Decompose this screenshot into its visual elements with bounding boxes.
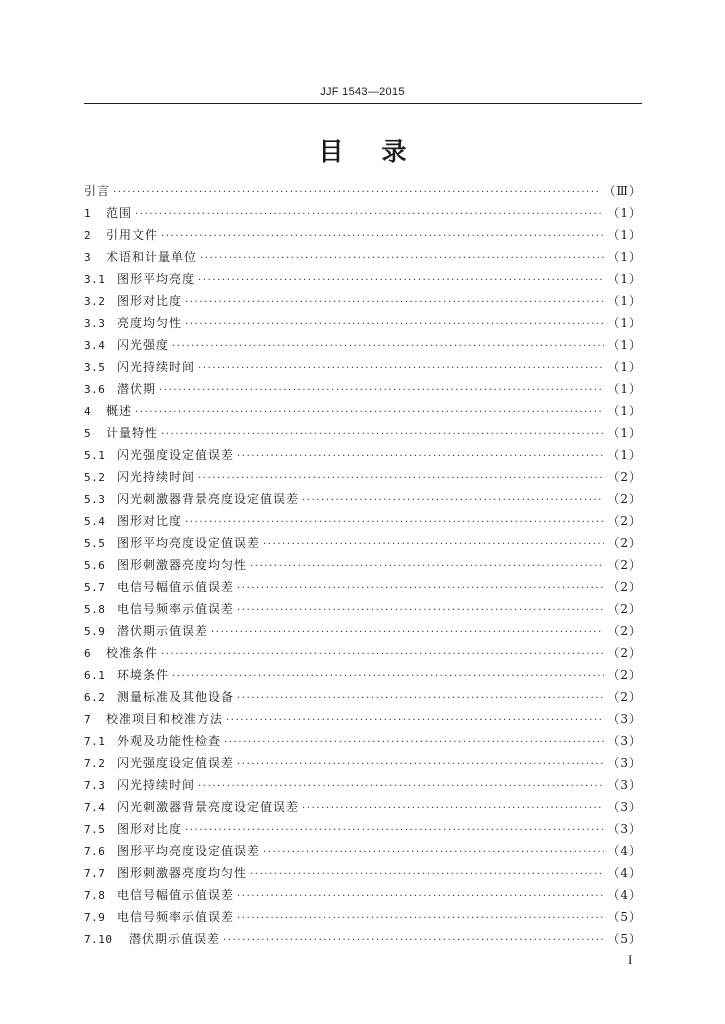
toc-entry-number: 7 <box>84 713 92 726</box>
toc-entry-number: 7.1 <box>84 735 106 748</box>
toc-dot-leader <box>161 644 604 666</box>
toc-entry-number: 4 <box>84 405 92 418</box>
toc-dot-leader <box>185 512 604 534</box>
toc-entry-title: 电信号幅值示值误差 <box>117 888 235 902</box>
toc-dot-leader <box>237 908 604 930</box>
toc-entry-title: 闪光持续时间 <box>117 470 196 484</box>
toc-dot-leader <box>198 468 604 490</box>
toc-entry-number: 7.3 <box>84 779 106 792</box>
toc-entry-page: （2） <box>607 470 642 484</box>
toc-dot-leader <box>211 622 604 644</box>
toc-entry-page: （1） <box>607 382 642 396</box>
toc-dot-leader <box>263 842 604 864</box>
toc-entry-title: 潜伏期 <box>117 382 157 396</box>
toc-entry-page: （3） <box>607 822 642 836</box>
toc-dot-leader <box>250 864 604 886</box>
toc-dot-leader <box>185 292 604 314</box>
toc-entry-title: 闪光刺激器背景亮度设定值误差 <box>117 800 300 814</box>
toc-entry[interactable] <box>84 202 642 224</box>
toc-entry-number: 5.4 <box>84 515 106 528</box>
toc-entry-page: （1） <box>607 448 642 462</box>
toc-entry[interactable] <box>84 906 642 928</box>
document-code-header: JJF 1543—2015 <box>320 86 405 98</box>
toc-entry-title: 计量特性 <box>106 426 159 440</box>
toc-entry-title: 图形对比度 <box>117 822 183 836</box>
toc-entry-number: 5.3 <box>84 493 106 506</box>
toc-entry-number: 3.2 <box>84 295 106 308</box>
toc-entry-title: 图形对比度 <box>117 294 183 308</box>
toc-entry-page: （1） <box>607 316 642 330</box>
toc-entry-number: 2 <box>84 229 92 242</box>
toc-entry-page: （1） <box>607 404 642 418</box>
header-rule <box>84 103 642 104</box>
toc-entry[interactable] <box>84 862 642 884</box>
toc-entry-number: 1 <box>84 207 92 220</box>
toc-entry[interactable] <box>84 708 642 730</box>
toc-entry[interactable] <box>84 312 642 334</box>
toc-entry[interactable] <box>84 686 642 708</box>
toc-entry-number: 5 <box>84 427 92 440</box>
toc-dot-leader <box>237 446 604 468</box>
toc-entry-title: 图形刺激器亮度均匀性 <box>117 866 248 880</box>
toc-entry[interactable] <box>84 356 642 378</box>
toc-entry-number: 5.7 <box>84 581 106 594</box>
toc-entry-title: 电信号频率示值误差 <box>117 910 235 924</box>
toc-dot-leader <box>135 402 604 424</box>
toc-entry-title: 电信号频率示值误差 <box>117 602 235 616</box>
toc-dot-leader <box>172 336 604 358</box>
toc-dot-leader <box>185 820 604 842</box>
toc-entry-title: 图形平均亮度设定值误差 <box>117 844 261 858</box>
table-of-contents <box>84 180 642 950</box>
toc-entry-page: （1） <box>607 272 642 286</box>
toc-dot-leader <box>224 732 604 754</box>
toc-entry[interactable] <box>84 422 642 444</box>
toc-entry-number: 7.9 <box>84 911 106 924</box>
toc-entry-number: 5.2 <box>84 471 106 484</box>
toc-entry-title: 图形平均亮度 <box>117 272 196 286</box>
toc-entry-page: （2） <box>607 536 642 550</box>
toc-entry[interactable] <box>84 576 642 598</box>
toc-dot-leader <box>185 314 604 336</box>
toc-entry-number: 3.4 <box>84 339 106 352</box>
toc-entry-page: （2） <box>607 514 642 528</box>
toc-dot-leader <box>302 798 604 820</box>
toc-entry-title: 图形对比度 <box>117 514 183 528</box>
toc-dot-leader <box>198 358 604 380</box>
toc-entry[interactable] <box>84 510 642 532</box>
toc-entry[interactable] <box>84 400 642 422</box>
toc-dot-leader <box>159 380 604 402</box>
toc-entry-page: （1） <box>607 250 642 264</box>
toc-entry-number: 7.2 <box>84 757 106 770</box>
toc-entry-number: 7.8 <box>84 889 106 902</box>
toc-entry-title: 图形平均亮度设定值误差 <box>117 536 261 550</box>
toc-entry[interactable] <box>84 598 642 620</box>
toc-entry-number: 3.5 <box>84 361 106 374</box>
toc-entry-number: 3.6 <box>84 383 106 396</box>
toc-entry-number: 5.5 <box>84 537 106 550</box>
toc-entry-page: （3） <box>607 756 642 770</box>
toc-entry-page: （2） <box>607 492 642 506</box>
toc-entry[interactable] <box>84 444 642 466</box>
toc-entry-title: 闪光持续时间 <box>117 778 196 792</box>
toc-entry-title: 引言 <box>84 184 111 198</box>
toc-entry[interactable] <box>84 840 642 862</box>
toc-entry-title: 校准项目和校准方法 <box>106 712 224 726</box>
toc-dot-leader <box>263 534 604 556</box>
toc-entry-number: 5.1 <box>84 449 106 462</box>
toc-entry-page: （4） <box>607 866 642 880</box>
toc-entry-number: 7.6 <box>84 845 106 858</box>
toc-dot-leader <box>113 182 600 204</box>
toc-dot-leader <box>198 776 604 798</box>
toc-entry-page: （1） <box>607 228 642 242</box>
toc-dot-leader <box>250 556 604 578</box>
toc-entry-number: 7.4 <box>84 801 106 814</box>
toc-entry-title: 外观及功能性检查 <box>117 734 222 748</box>
toc-entry-page: （2） <box>607 580 642 594</box>
toc-dot-leader <box>237 688 604 710</box>
toc-dot-leader <box>172 666 604 688</box>
toc-entry-page: （2） <box>607 646 642 660</box>
toc-entry-title: 闪光持续时间 <box>117 360 196 374</box>
toc-entry-title: 术语和计量单位 <box>106 250 198 264</box>
toc-dot-leader <box>200 248 604 270</box>
toc-entry[interactable] <box>84 334 642 356</box>
toc-entry-number: 3.1 <box>84 273 106 286</box>
toc-dot-leader <box>135 204 604 226</box>
toc-entry-number: 3.3 <box>84 317 106 330</box>
toc-entry-page: （3） <box>607 734 642 748</box>
toc-entry-number: 5.9 <box>84 625 106 638</box>
toc-entry-page: （1） <box>607 338 642 352</box>
toc-entry[interactable] <box>84 818 642 840</box>
toc-entry-page: （2） <box>607 558 642 572</box>
toc-entry[interactable] <box>84 554 642 576</box>
toc-entry-title: 闪光强度 <box>117 338 170 352</box>
toc-entry[interactable] <box>84 620 642 642</box>
toc-entry-page: （1） <box>607 426 642 440</box>
toc-entry-page: （1） <box>607 294 642 308</box>
toc-entry[interactable] <box>84 928 642 950</box>
page-number: I <box>628 952 633 967</box>
toc-entry-number: 7.10 <box>84 933 113 946</box>
toc-entry-page: （5） <box>607 910 642 924</box>
toc-entry[interactable] <box>84 290 642 312</box>
toc-entry-number: 6.1 <box>84 669 106 682</box>
toc-entry[interactable] <box>84 774 642 796</box>
toc-entry-number: 5.6 <box>84 559 106 572</box>
toc-entry-title: 引用文件 <box>106 228 159 242</box>
toc-dot-leader <box>237 600 604 622</box>
toc-entry[interactable] <box>84 730 642 752</box>
toc-entry-number: 5.8 <box>84 603 106 616</box>
toc-dot-leader <box>198 270 604 292</box>
toc-dot-leader <box>302 490 604 512</box>
toc-entry-title: 测量标准及其他设备 <box>117 690 235 704</box>
toc-entry-page: （1） <box>607 206 642 220</box>
toc-entry-title: 闪光刺激器背景亮度设定值误差 <box>117 492 300 506</box>
toc-dot-leader <box>161 424 604 446</box>
toc-entry-title: 电信号幅值示值误差 <box>117 580 235 594</box>
toc-entry-title: 潜伏期示值误差 <box>117 624 209 638</box>
toc-entry-title: 环境条件 <box>117 668 170 682</box>
toc-entry-title: 闪光强度设定值误差 <box>117 448 235 462</box>
toc-entry[interactable] <box>84 268 642 290</box>
toc-entry[interactable] <box>84 532 642 554</box>
page-title: 目录 <box>318 137 445 166</box>
toc-entry-number: 6 <box>84 647 92 660</box>
toc-entry[interactable] <box>84 224 642 246</box>
toc-entry-title: 亮度均匀性 <box>117 316 183 330</box>
toc-entry-title: 图形刺激器亮度均匀性 <box>117 558 248 572</box>
toc-entry-page: （2） <box>607 668 642 682</box>
toc-entry-page: （Ⅲ） <box>603 184 642 198</box>
toc-entry-page: （2） <box>607 602 642 616</box>
toc-entry[interactable] <box>84 664 642 686</box>
toc-entry-page: （4） <box>607 844 642 858</box>
toc-entry-number: 7.7 <box>84 867 106 880</box>
toc-entry[interactable] <box>84 378 642 400</box>
toc-entry-page: （3） <box>607 800 642 814</box>
toc-dot-leader <box>237 578 604 600</box>
toc-entry-number: 6.2 <box>84 691 106 704</box>
toc-entry[interactable] <box>84 488 642 510</box>
toc-entry-page: （1） <box>607 360 642 374</box>
toc-entry[interactable] <box>84 884 642 906</box>
toc-dot-leader <box>237 754 604 776</box>
toc-entry-title: 范围 <box>106 206 133 220</box>
toc-entry-page: （4） <box>607 888 642 902</box>
toc-entry-page: （3） <box>607 712 642 726</box>
toc-entry-title: 概述 <box>106 404 133 418</box>
toc-entry-page: （2） <box>607 690 642 704</box>
toc-entry-title: 潜伏期示值误差 <box>129 932 221 946</box>
toc-entry-title: 闪光强度设定值误差 <box>117 756 235 770</box>
toc-entry-number: 3 <box>84 251 92 264</box>
toc-entry-title: 校准条件 <box>106 646 159 660</box>
toc-entry-page: （3） <box>607 778 642 792</box>
toc-entry[interactable] <box>84 180 642 202</box>
toc-dot-leader <box>223 930 604 952</box>
toc-dot-leader <box>237 886 604 908</box>
toc-entry[interactable] <box>84 466 642 488</box>
toc-entry-number: 7.5 <box>84 823 106 836</box>
toc-entry[interactable] <box>84 796 642 818</box>
toc-entry-page: （5） <box>607 932 642 946</box>
toc-entry-page: （2） <box>607 624 642 638</box>
toc-dot-leader <box>226 710 604 732</box>
toc-entry[interactable] <box>84 246 642 268</box>
toc-entry[interactable] <box>84 752 642 774</box>
toc-entry[interactable] <box>84 642 642 664</box>
toc-dot-leader <box>161 226 604 248</box>
